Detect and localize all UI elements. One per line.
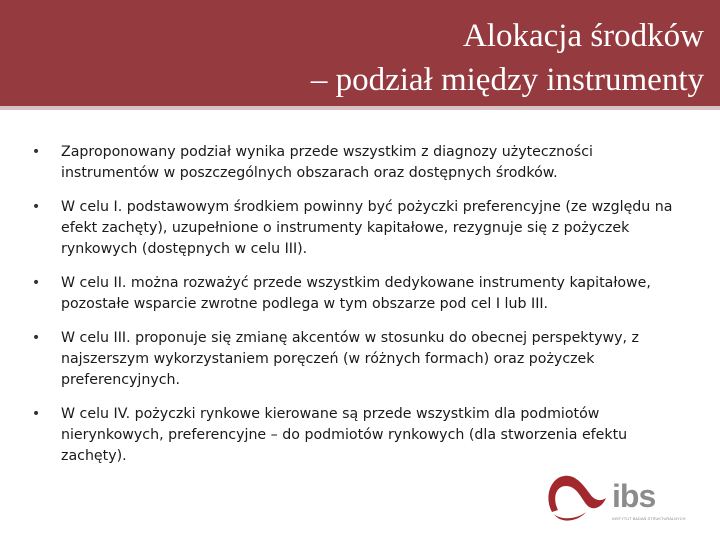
bullet-marker: • <box>31 199 41 215</box>
bullet-list <box>30 142 686 480</box>
bullet-item <box>30 142 686 184</box>
title-bar <box>0 0 720 110</box>
logo-tagline: INSTYTUT BADAŃ STRUKTURALNYCH <box>612 516 686 521</box>
bullet-item <box>30 273 686 315</box>
bullet-item <box>30 197 686 260</box>
bullet-item <box>30 328 686 391</box>
ibs-logo-icon <box>542 468 687 526</box>
bullet-text: W celu IV. pożyczki rynkowe kierowane są przede wszystkim dla podmiotów nierynkowych, preferencyjne – do podmiotów rynkowych (dla stworzenia efektu zachęty). <box>61 406 628 464</box>
ibs-logo <box>542 468 687 526</box>
bullet-marker: • <box>31 144 41 160</box>
bullet-marker: • <box>31 330 41 346</box>
slide-title <box>311 14 704 102</box>
bullet-marker: • <box>31 275 41 291</box>
slide-title-line-2: – podział między instrumenty <box>310 62 704 98</box>
logo-wordmark: ibs <box>612 478 656 514</box>
bullet-text: Zaproponowany podział wynika przede wszystkim z diagnozy użyteczności instrumentów w poszczególnych obszarach oraz dostępnych środków. <box>61 144 593 181</box>
bullet-text: W celu I. podstawowym środkiem powinny być pożyczki preferencyjne (ze względu na efekt zachęty), uzupełnione o instrumenty kapitałowe, rezygnuje się z pożyczek rynkowych (dostępnych w celu III). <box>61 199 673 257</box>
bullet-marker: • <box>31 406 41 422</box>
slide-title-line-1: Alokacja środków <box>462 18 704 54</box>
bullet-text: W celu II. można rozważyć przede wszystkim dedykowane instrumenty kapitałowe, pozostałe wsparcie zwrotne podlega w tym obszarze pod cel I lub III. <box>61 275 651 312</box>
bullet-text: W celu III. proponuje się zmianę akcentów w stosunku do obecnej perspektywy, z najszerszym wykorzystaniem poręczeń (w różnych formach) oraz pożyczek preferencyjnych. <box>61 330 639 388</box>
bullet-item <box>30 404 686 467</box>
